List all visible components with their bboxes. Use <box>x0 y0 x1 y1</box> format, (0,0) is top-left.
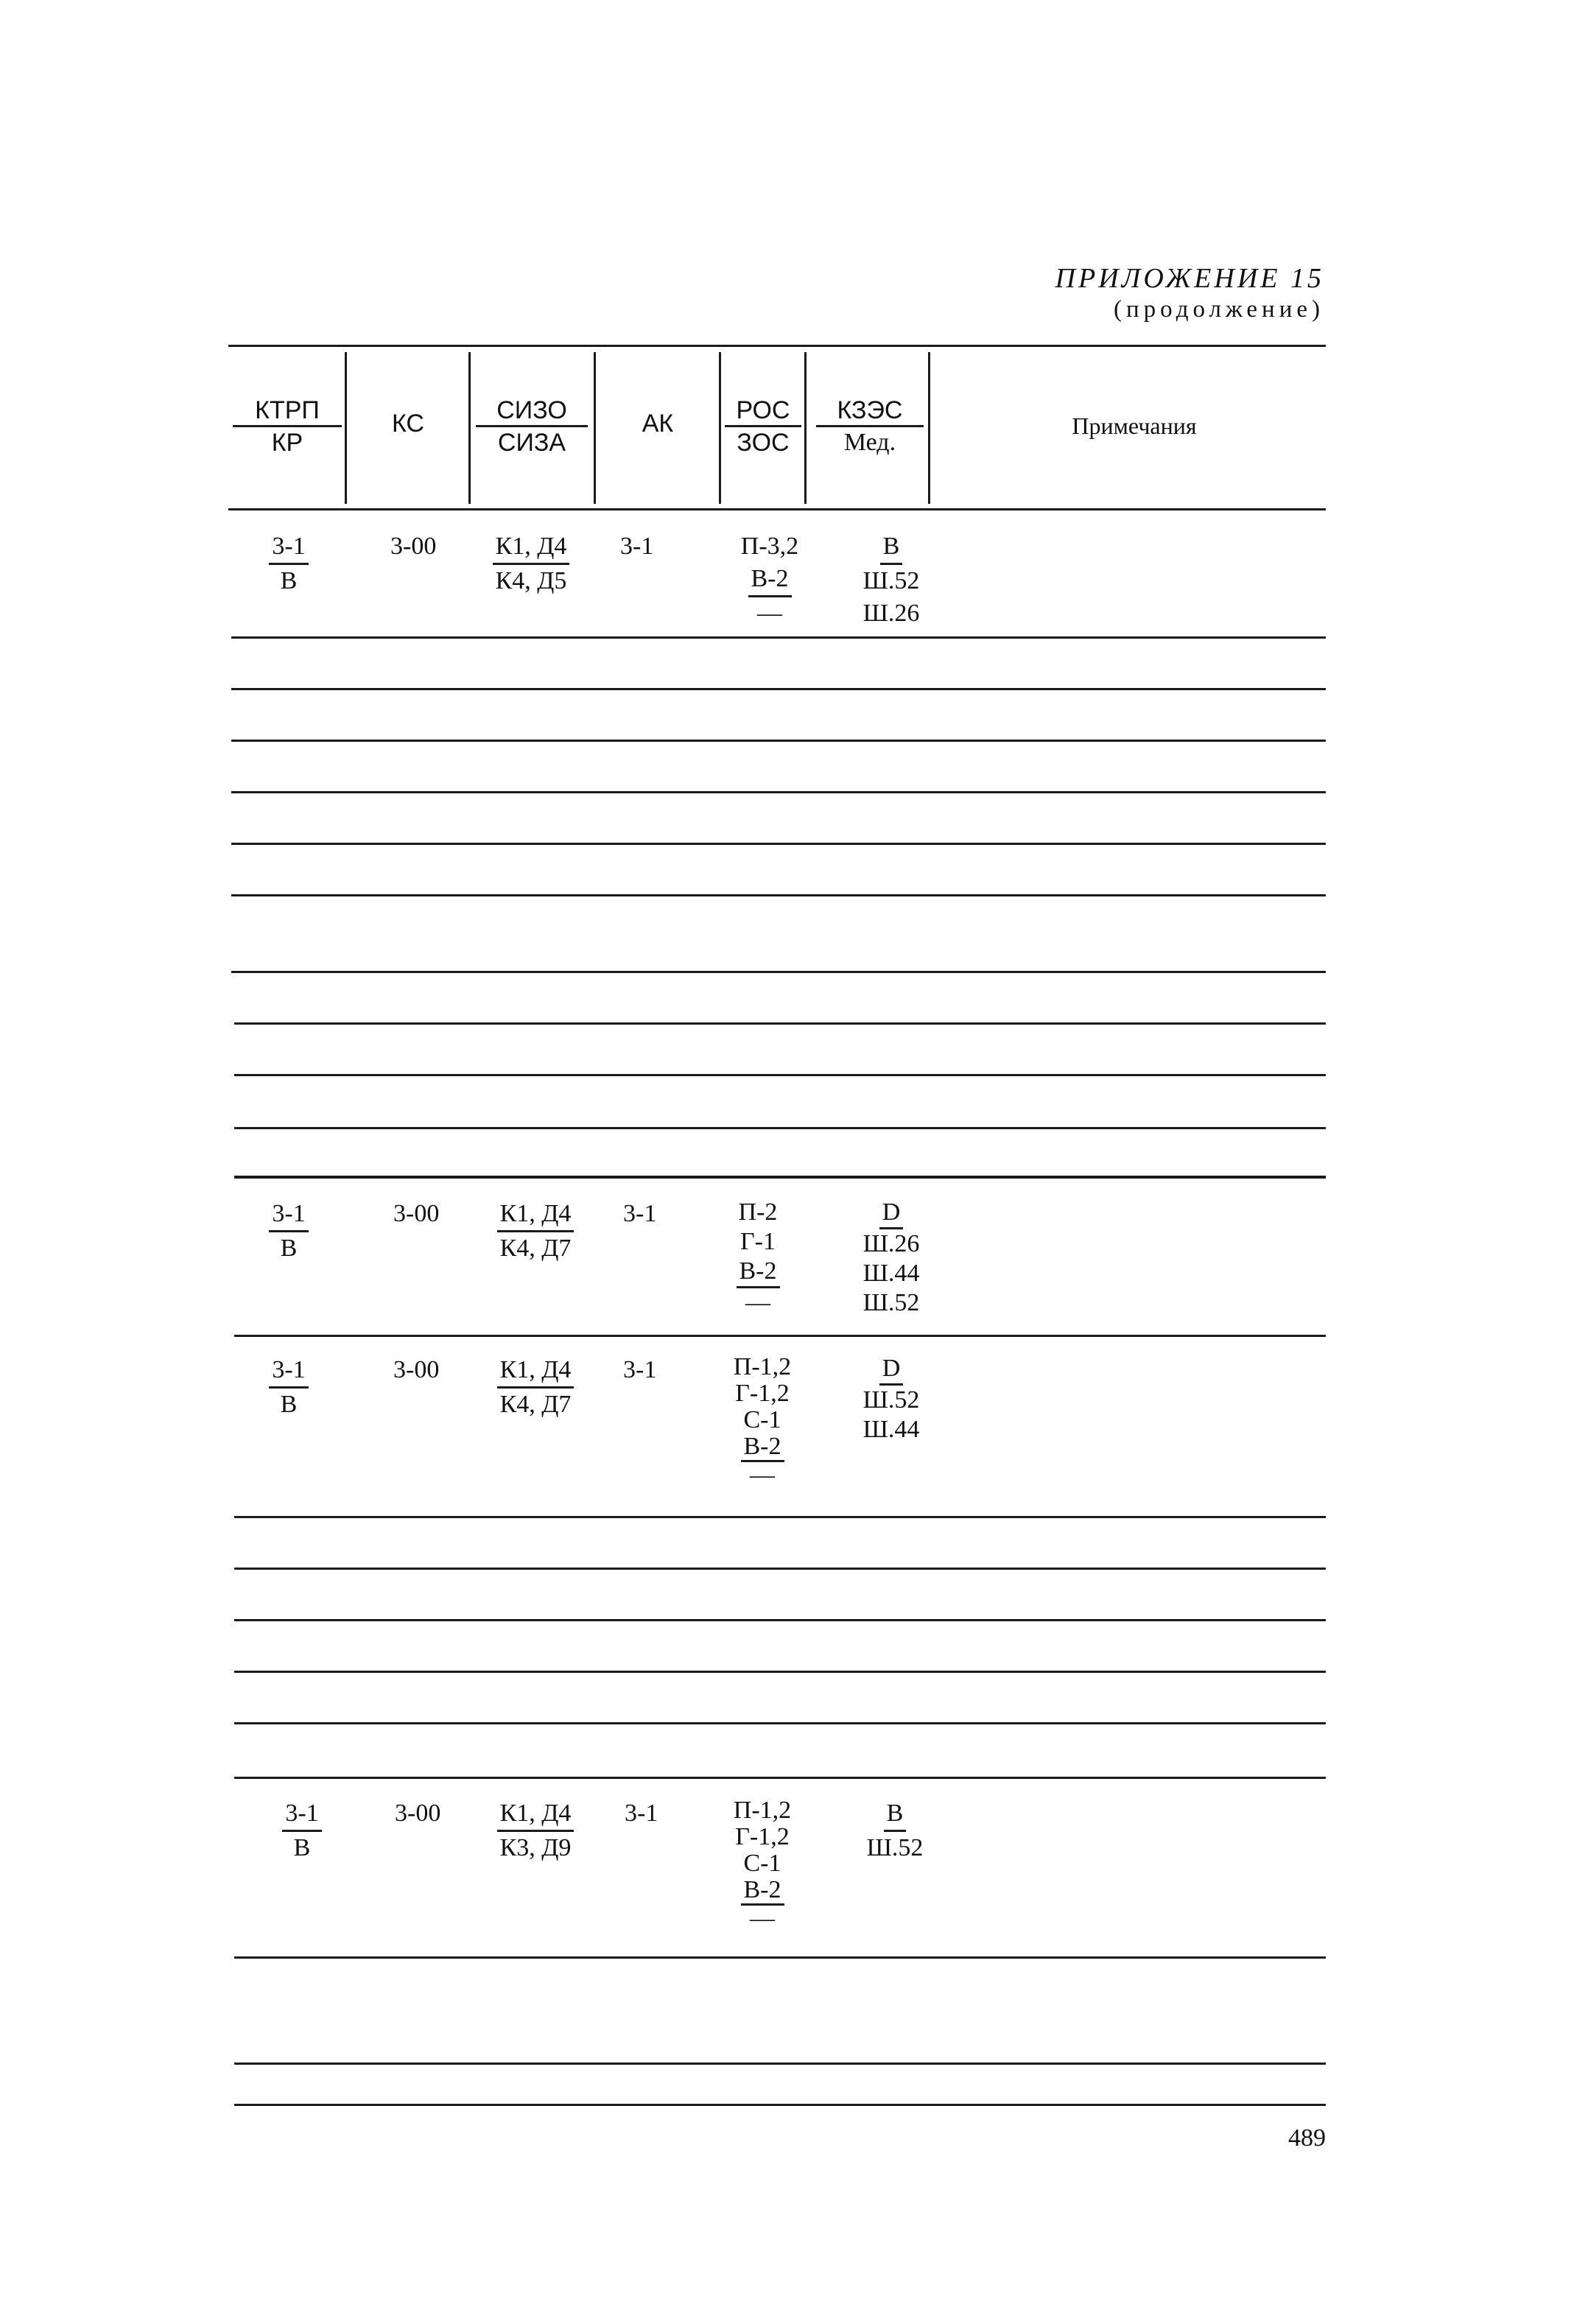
header-divider <box>468 352 471 504</box>
header-ktrp-kr <box>233 396 342 457</box>
table-row-1-ktrp-kr <box>237 530 340 597</box>
row-rule <box>234 1127 1326 1129</box>
table-row-4-kzes-med <box>847 1797 943 1864</box>
row-rule <box>231 791 1326 793</box>
ros-value: П-1,2 <box>733 1797 792 1824</box>
ak-value: 3-1 <box>625 1800 658 1827</box>
ros-value: Г-1,2 <box>735 1823 790 1850</box>
zos-value: — <box>745 1289 770 1316</box>
row-rule <box>234 1335 1326 1337</box>
row-rule <box>231 843 1326 845</box>
table-row-3-ros-zos <box>722 1354 803 1489</box>
row-rule <box>234 1022 1326 1025</box>
ros-value: В-2 <box>748 563 792 597</box>
ktrp-value: 3-1 <box>269 1354 308 1389</box>
ros-value: П-1,2 <box>733 1353 792 1380</box>
ks-value: 3-00 <box>390 533 437 560</box>
row-rule <box>234 2063 1326 2065</box>
ak-value: 3-1 <box>623 1356 657 1383</box>
appendix-title-sub: (продолжение) <box>1114 296 1324 323</box>
header-ak: АК <box>642 410 674 438</box>
sizo-value: К1, Д4 <box>497 1797 575 1832</box>
header-sizo-siza <box>476 396 588 457</box>
header-ks: КС <box>392 410 424 438</box>
kzes-value: В <box>880 530 903 565</box>
ktrp-value: 3-1 <box>269 1198 308 1232</box>
med-value: Ш.44 <box>862 1260 920 1287</box>
kr-value: В <box>280 1235 298 1262</box>
ak-value: 3-1 <box>623 1200 657 1227</box>
table-row-1-ros-zos <box>729 530 810 630</box>
header-zos: ЗОС <box>725 425 801 457</box>
ros-value: П-2 <box>738 1198 778 1226</box>
ks-value: 3-00 <box>395 1800 441 1827</box>
siza-value: К4, Д7 <box>499 1235 572 1262</box>
row-rule <box>231 971 1326 973</box>
table-row-4-ros-zos <box>722 1797 803 1932</box>
row-rule <box>234 1956 1326 1959</box>
row-rule <box>234 1568 1326 1570</box>
row-rule <box>231 688 1326 690</box>
table-row-2-kzes-med <box>847 1198 935 1318</box>
sizo-value: К1, Д4 <box>497 1354 575 1389</box>
row-rule <box>231 894 1326 896</box>
header-divider <box>719 352 721 504</box>
sizo-value: К1, Д4 <box>497 1198 575 1232</box>
ros-value: С-1 <box>743 1850 781 1877</box>
med-value: Ш.52 <box>862 1386 920 1414</box>
header-divider <box>594 352 596 504</box>
header-divider <box>345 352 347 504</box>
med-value: Ш.52 <box>866 1834 924 1861</box>
siza-value: К3, Д9 <box>499 1834 572 1861</box>
ros-value: Г-1 <box>740 1228 776 1255</box>
sizo-value: К1, Д4 <box>493 530 570 565</box>
header-med: Мед. <box>816 425 924 457</box>
header-kr: КР <box>233 425 342 457</box>
row-rule <box>234 1722 1326 1724</box>
zos-value: — <box>757 600 782 627</box>
appendix-title-main: ПРИЛОЖЕНИЕ 15 <box>1055 263 1324 294</box>
siza-value: К4, Д7 <box>499 1391 572 1418</box>
header-divider <box>804 352 807 504</box>
kr-value: В <box>293 1834 311 1861</box>
ros-value: Г-1,2 <box>735 1380 790 1407</box>
header-siza: СИЗА <box>476 425 588 457</box>
header-ros-zos <box>725 396 801 457</box>
med-value: Ш.44 <box>862 1416 920 1443</box>
row-rule <box>234 1516 1326 1518</box>
ks-value: 3-00 <box>393 1200 440 1227</box>
siza-value: К4, Д5 <box>495 567 567 594</box>
table-row-1-sizo-siza <box>476 530 586 597</box>
table-row-2-ros-zos <box>717 1198 798 1318</box>
row-rule <box>231 740 1326 742</box>
row-rule <box>234 1176 1326 1179</box>
row-rule <box>234 1777 1326 1779</box>
med-value: Ш.52 <box>862 1289 920 1316</box>
table-row-2-sizo-siza <box>480 1198 591 1265</box>
table-top-rule <box>228 345 1326 347</box>
med-value: Ш.52 <box>862 567 920 594</box>
kzes-value: В <box>884 1797 907 1832</box>
table-row-3-sizo-siza <box>480 1354 591 1421</box>
table-row-3-ktrp-kr <box>237 1354 340 1421</box>
header-bottom-rule <box>228 508 1326 510</box>
row-rule <box>231 636 1326 639</box>
row-rule <box>234 1074 1326 1076</box>
header-sizo: СИЗО <box>496 396 567 424</box>
med-value: Ш.26 <box>862 1230 920 1257</box>
header-ros: РОС <box>736 396 790 424</box>
kr-value: В <box>280 1391 298 1418</box>
header-ktrp: КТРП <box>255 396 320 424</box>
kr-value: В <box>280 567 298 594</box>
ros-value: П-3,2 <box>740 533 799 560</box>
page-number: 489 <box>1288 2124 1326 2152</box>
ros-value: В-2 <box>737 1257 780 1288</box>
appendix-title <box>1055 262 1324 323</box>
row-rule <box>234 1619 1326 1621</box>
header-kzes: КЗЭС <box>837 396 903 424</box>
ak-value: 3-1 <box>620 533 654 560</box>
table-row-4-ktrp-kr <box>250 1797 354 1864</box>
header-kzes-med <box>816 396 924 457</box>
med-value: Ш.26 <box>862 600 920 627</box>
ros-value: В-2 <box>741 1877 784 1906</box>
kzes-value: D <box>879 1354 904 1386</box>
ros-value: В-2 <box>741 1433 784 1462</box>
header-notes: Примечания <box>1072 413 1197 439</box>
ktrp-value: 3-1 <box>269 530 308 565</box>
zos-value: — <box>750 1905 775 1932</box>
table-bottom-rule <box>234 2104 1326 2106</box>
table-row-2-ktrp-kr <box>237 1198 340 1265</box>
row-rule <box>234 1671 1326 1673</box>
ktrp-value: 3-1 <box>282 1797 321 1832</box>
ks-value: 3-00 <box>393 1356 440 1383</box>
header-divider <box>928 352 930 504</box>
ros-value: С-1 <box>743 1406 781 1433</box>
table-row-1-kzes-med <box>847 530 935 630</box>
table-row-4-sizo-siza <box>480 1797 591 1864</box>
kzes-value: D <box>879 1198 904 1229</box>
table-row-3-kzes-med <box>847 1354 935 1444</box>
zos-value: — <box>750 1461 775 1489</box>
